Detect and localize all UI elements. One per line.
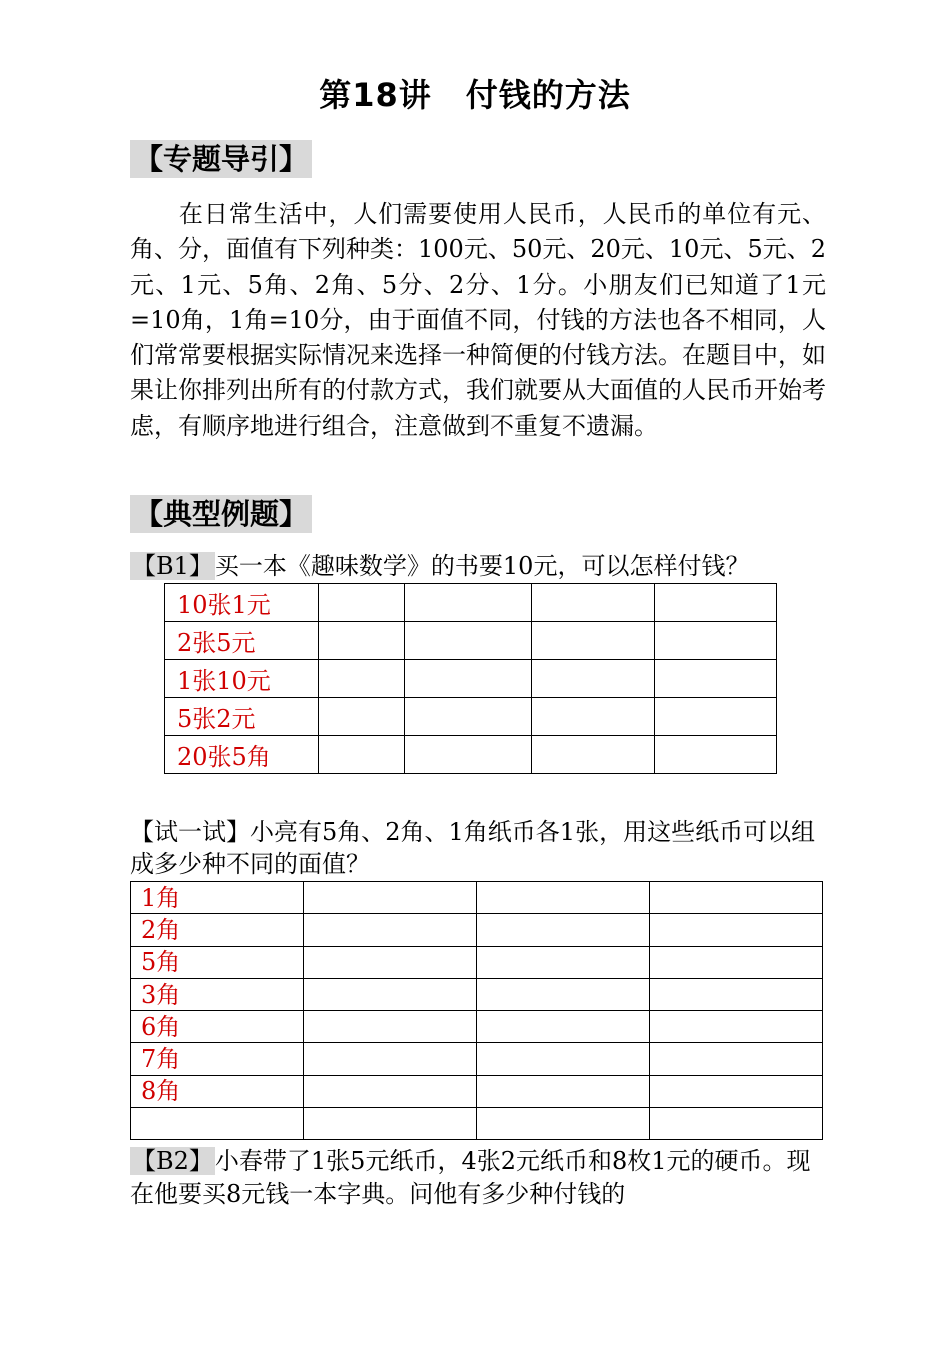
table-cell [304, 1043, 477, 1075]
table-cell [477, 1108, 650, 1140]
table-cell [477, 1075, 650, 1107]
table-cell: 8角 [131, 1075, 304, 1107]
lecture-number: 第18讲 [319, 76, 432, 114]
table-cell: 2张5元 [165, 622, 319, 660]
examples-heading: 【典型例题】 [130, 495, 312, 533]
table-cell [650, 1108, 823, 1140]
table-cell [532, 660, 655, 698]
table-cell [304, 946, 477, 978]
b1-tag: 【B1】 [132, 552, 213, 580]
try-tag: 【试一试】 [130, 818, 250, 846]
table-row [165, 698, 777, 736]
b2-tag: 【B2】 [132, 1147, 213, 1175]
table-cell: 20张5角 [165, 736, 319, 774]
table-row [165, 736, 777, 774]
table-cell [532, 698, 655, 736]
table-cell [319, 736, 405, 774]
try-question [130, 816, 826, 880]
table-cell: 6角 [131, 1011, 304, 1043]
table-cell [405, 660, 532, 698]
table-cell [304, 978, 477, 1010]
b1-question-text: 买一本《趣味数学》的书要10元，可以怎样付钱？ [214, 552, 750, 580]
table-row [131, 1011, 823, 1043]
table-cell [477, 882, 650, 914]
table-cell [532, 584, 655, 622]
page-title [0, 70, 950, 116]
table-cell [304, 1011, 477, 1043]
table-cell [655, 584, 777, 622]
table-cell: 7角 [131, 1043, 304, 1075]
table-cell [477, 1011, 650, 1043]
table-cell [532, 622, 655, 660]
try-question-text: 小亮有5角、2角、1角纸币各1张，用这些纸币可以组成多少种不同的面值？ [130, 818, 816, 878]
table-row [131, 1108, 823, 1140]
table-cell: 2角 [131, 914, 304, 946]
try-answer-table [130, 881, 823, 1140]
intro-paragraph [130, 197, 826, 444]
table-row [165, 584, 777, 622]
table-cell [405, 736, 532, 774]
table-cell [650, 1075, 823, 1107]
table-cell [319, 660, 405, 698]
table-row [131, 882, 823, 914]
table-cell [655, 736, 777, 774]
table-cell: 3角 [131, 978, 304, 1010]
table-row [165, 660, 777, 698]
table-cell [655, 698, 777, 736]
table-cell [650, 978, 823, 1010]
table-cell [319, 584, 405, 622]
table-row [131, 1075, 823, 1107]
table-cell [304, 914, 477, 946]
table-cell [405, 584, 532, 622]
table-cell [650, 1043, 823, 1075]
table-cell [532, 736, 655, 774]
table-cell [319, 622, 405, 660]
b1-question [130, 551, 826, 582]
table-cell [655, 660, 777, 698]
table-cell [477, 946, 650, 978]
table-cell: 1张10元 [165, 660, 319, 698]
table-cell: 5角 [131, 946, 304, 978]
table-cell: 1角 [131, 882, 304, 914]
intro-text: 在日常生活中，人们需要使用人民币，人民币的单位有元、角、分，面值有下列种类：100元、50元、20元、10元、5元、2元、1元、5角、2角、5分、2分、1分。小朋友们已知道了1元=10角，1角=10分，由于面值不同，付钱的方法也各不相同，人们常常要根据实际情况来选择一种简便的付钱方法。在题目中，如果让你排列出所有的付款方式，我们就要从大面值的人民币开始考虑，有顺序地进行组合，注意做到不重复不遗漏。 [130, 200, 826, 440]
table-cell [405, 698, 532, 736]
table-cell [477, 978, 650, 1010]
table-cell [477, 1043, 650, 1075]
table-cell: 10张1元 [165, 584, 319, 622]
table-cell [319, 698, 405, 736]
table-cell [650, 882, 823, 914]
table-cell [650, 946, 823, 978]
table-row [131, 914, 823, 946]
table-row [165, 622, 777, 660]
table-cell [131, 1108, 304, 1140]
lecture-topic: 付钱的方法 [465, 76, 631, 114]
b2-question [130, 1145, 826, 1211]
table-cell [477, 914, 650, 946]
table-row [131, 1043, 823, 1075]
table-cell: 5张2元 [165, 698, 319, 736]
b1-answer-table [164, 583, 777, 774]
table-cell [650, 1011, 823, 1043]
b2-question-text: 小春带了1张5元纸币，4张2元纸币和8枚1元的硬币。现在他要买8元钱一本字典。问他有多少种付钱的 [130, 1147, 811, 1208]
table-cell [304, 1075, 477, 1107]
table-cell [650, 914, 823, 946]
intro-heading: 【专题导引】 [130, 140, 312, 178]
table-cell [304, 1108, 477, 1140]
table-cell [405, 622, 532, 660]
table-row [131, 946, 823, 978]
table-row [131, 978, 823, 1010]
table-cell [304, 882, 477, 914]
table-cell [655, 622, 777, 660]
